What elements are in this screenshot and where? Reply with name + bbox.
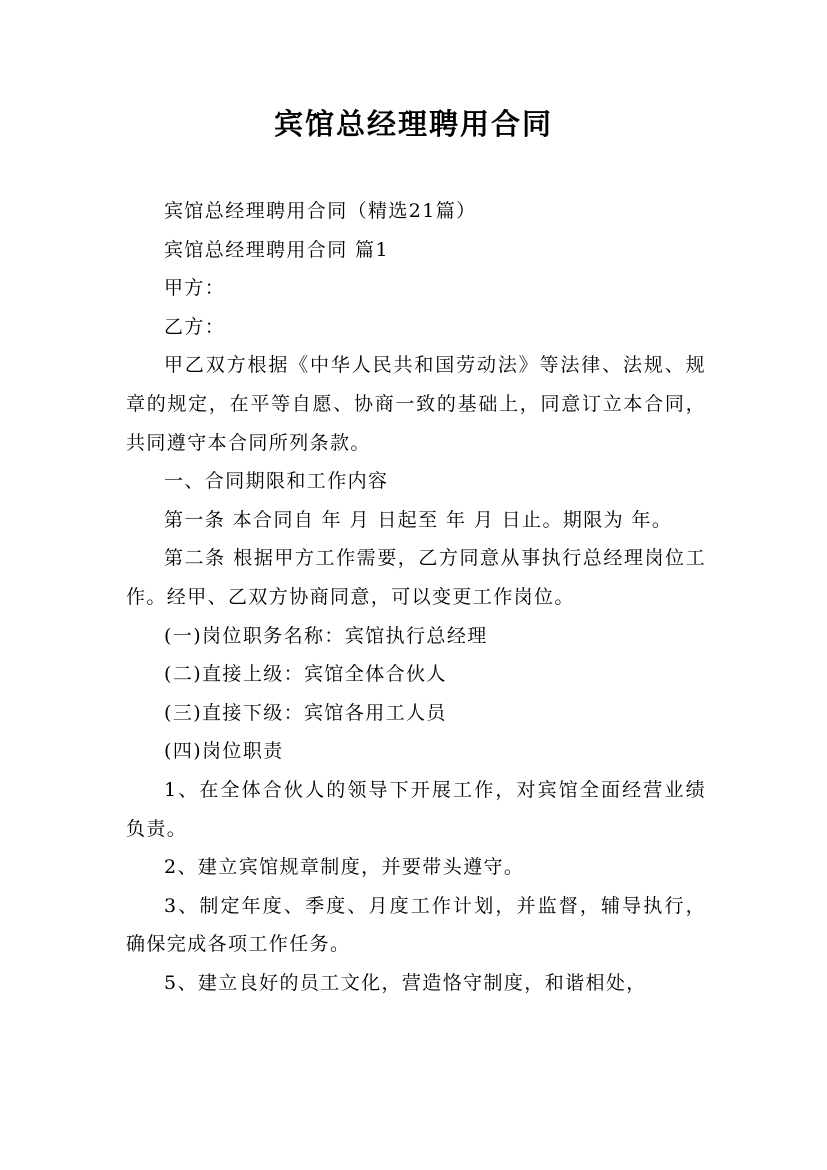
paragraph-collection-title: 宾馆总经理聘用合同（精选21篇） — [164, 200, 477, 222]
paragraph-direct-subordinate: (三)直接下级：宾馆各用工人员 — [164, 701, 447, 724]
paragraph-party-a: 甲方： — [164, 277, 226, 300]
paragraph-duty-3: 3、制定年度、季度、月度工作计划，并监督，辅导执行，确保完成各项工作任务。 — [126, 894, 706, 956]
paragraph-duties-heading: (四)岗位职责 — [164, 740, 284, 763]
paragraph-article-two: 第二条 根据甲方工作需要，乙方同意从事执行总经理岗位工作。经甲、乙双方协商同意，可以变更工作岗位。 — [126, 547, 706, 608]
paragraph-preamble: 甲乙双方根据《中华人民共和国劳动法》等法律、法规、规章的规定，在平等自愿、协商一致的基础上，同意订立本合同，共同遵守本合同所列条款。 — [126, 354, 706, 454]
paragraph-direct-superior: (二)直接上级：宾馆全体合伙人 — [164, 663, 447, 686]
paragraph-article-one: 第一条 本合同自 年 月 日起至 年 月 日止。期限为 年。 — [164, 508, 673, 531]
document-body — [126, 192, 706, 1002]
paragraph-chapter-one: 一、合同期限和工作内容 — [164, 470, 389, 493]
paragraph-party-b: 乙方： — [164, 315, 226, 338]
paragraph-section-heading: 宾馆总经理聘用合同 篇1 — [164, 238, 389, 261]
paragraph-duty-2: 2、建立宾馆规章制度，并要带头遵守。 — [164, 856, 525, 879]
paragraph-duty-1: 1、在全体合伙人的领导下开展工作，对宾馆全面经营业绩负责。 — [126, 778, 706, 840]
paragraph-position-name: (一)岗位职务名称：宾馆执行总经理 — [164, 624, 488, 647]
paragraph-duty-5: 5、建立良好的员工文化，营造恪守制度，和谐相处， — [164, 971, 647, 994]
document-title: 宾馆总经理聘用合同 — [273, 107, 553, 141]
